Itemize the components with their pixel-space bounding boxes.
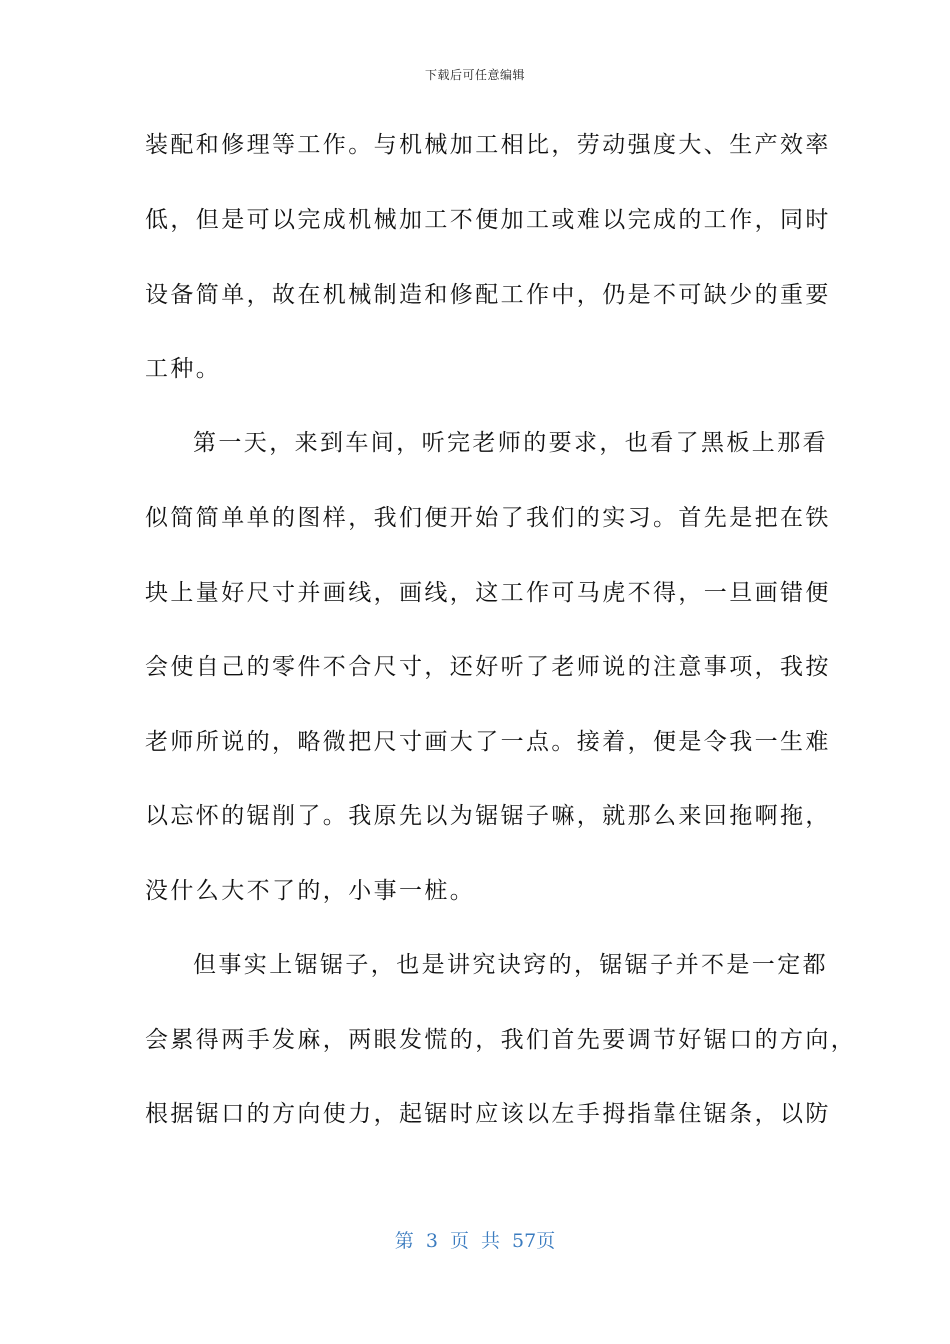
text-line: 老师所说的，略微把尺寸画大了一点。接着，便是令我一生难 (145, 729, 831, 755)
text-line: 块上量好尺寸并画线，画线，这工作可马虎不得，一旦画错便 (145, 580, 831, 606)
page-header: 下载后可任意编辑 (424, 68, 525, 82)
text-line: 根据锯口的方向使力，起锯时应该以左手拇指靠住锯条，以防 (145, 1101, 831, 1127)
text-line: 装配和修理等工作。与机械加工相比，劳动强度大、生产效率 (145, 132, 831, 158)
page-number-footer: 第 3 页 共 57页 (394, 1230, 556, 1252)
text-line: 似简简单单的图样，我们便开始了我们的实习。首先是把在铁 (145, 505, 831, 531)
paragraph-start-line: 第一天，来到车间，听完老师的要求，也看了黑板上那看 (193, 430, 828, 456)
text-line: 低，但是可以完成机械加工不便加工或难以完成的工作，同时 (145, 207, 831, 233)
paragraph-start-line: 但事实上锯锯子，也是讲究诀窍的，锯锯子并不是一定都 (193, 952, 828, 978)
text-line: 没什么大不了的，小事一桩。 (145, 878, 476, 904)
text-line: 设备简单，故在机械制造和修配工作中，仍是不可缺少的重要 (145, 282, 831, 308)
text-line: 会累得两手发麻，两眼发慌的，我们首先要调节好锯口的方向， (145, 1027, 857, 1053)
text-line: 以忘怀的锯削了。我原先以为锯锯子嘛，就那么来回拖啊拖， (145, 803, 831, 829)
text-line: 会使自己的零件不合尺寸，还好听了老师说的注意事项，我按 (145, 654, 831, 680)
text-line: 工种。 (145, 356, 222, 382)
